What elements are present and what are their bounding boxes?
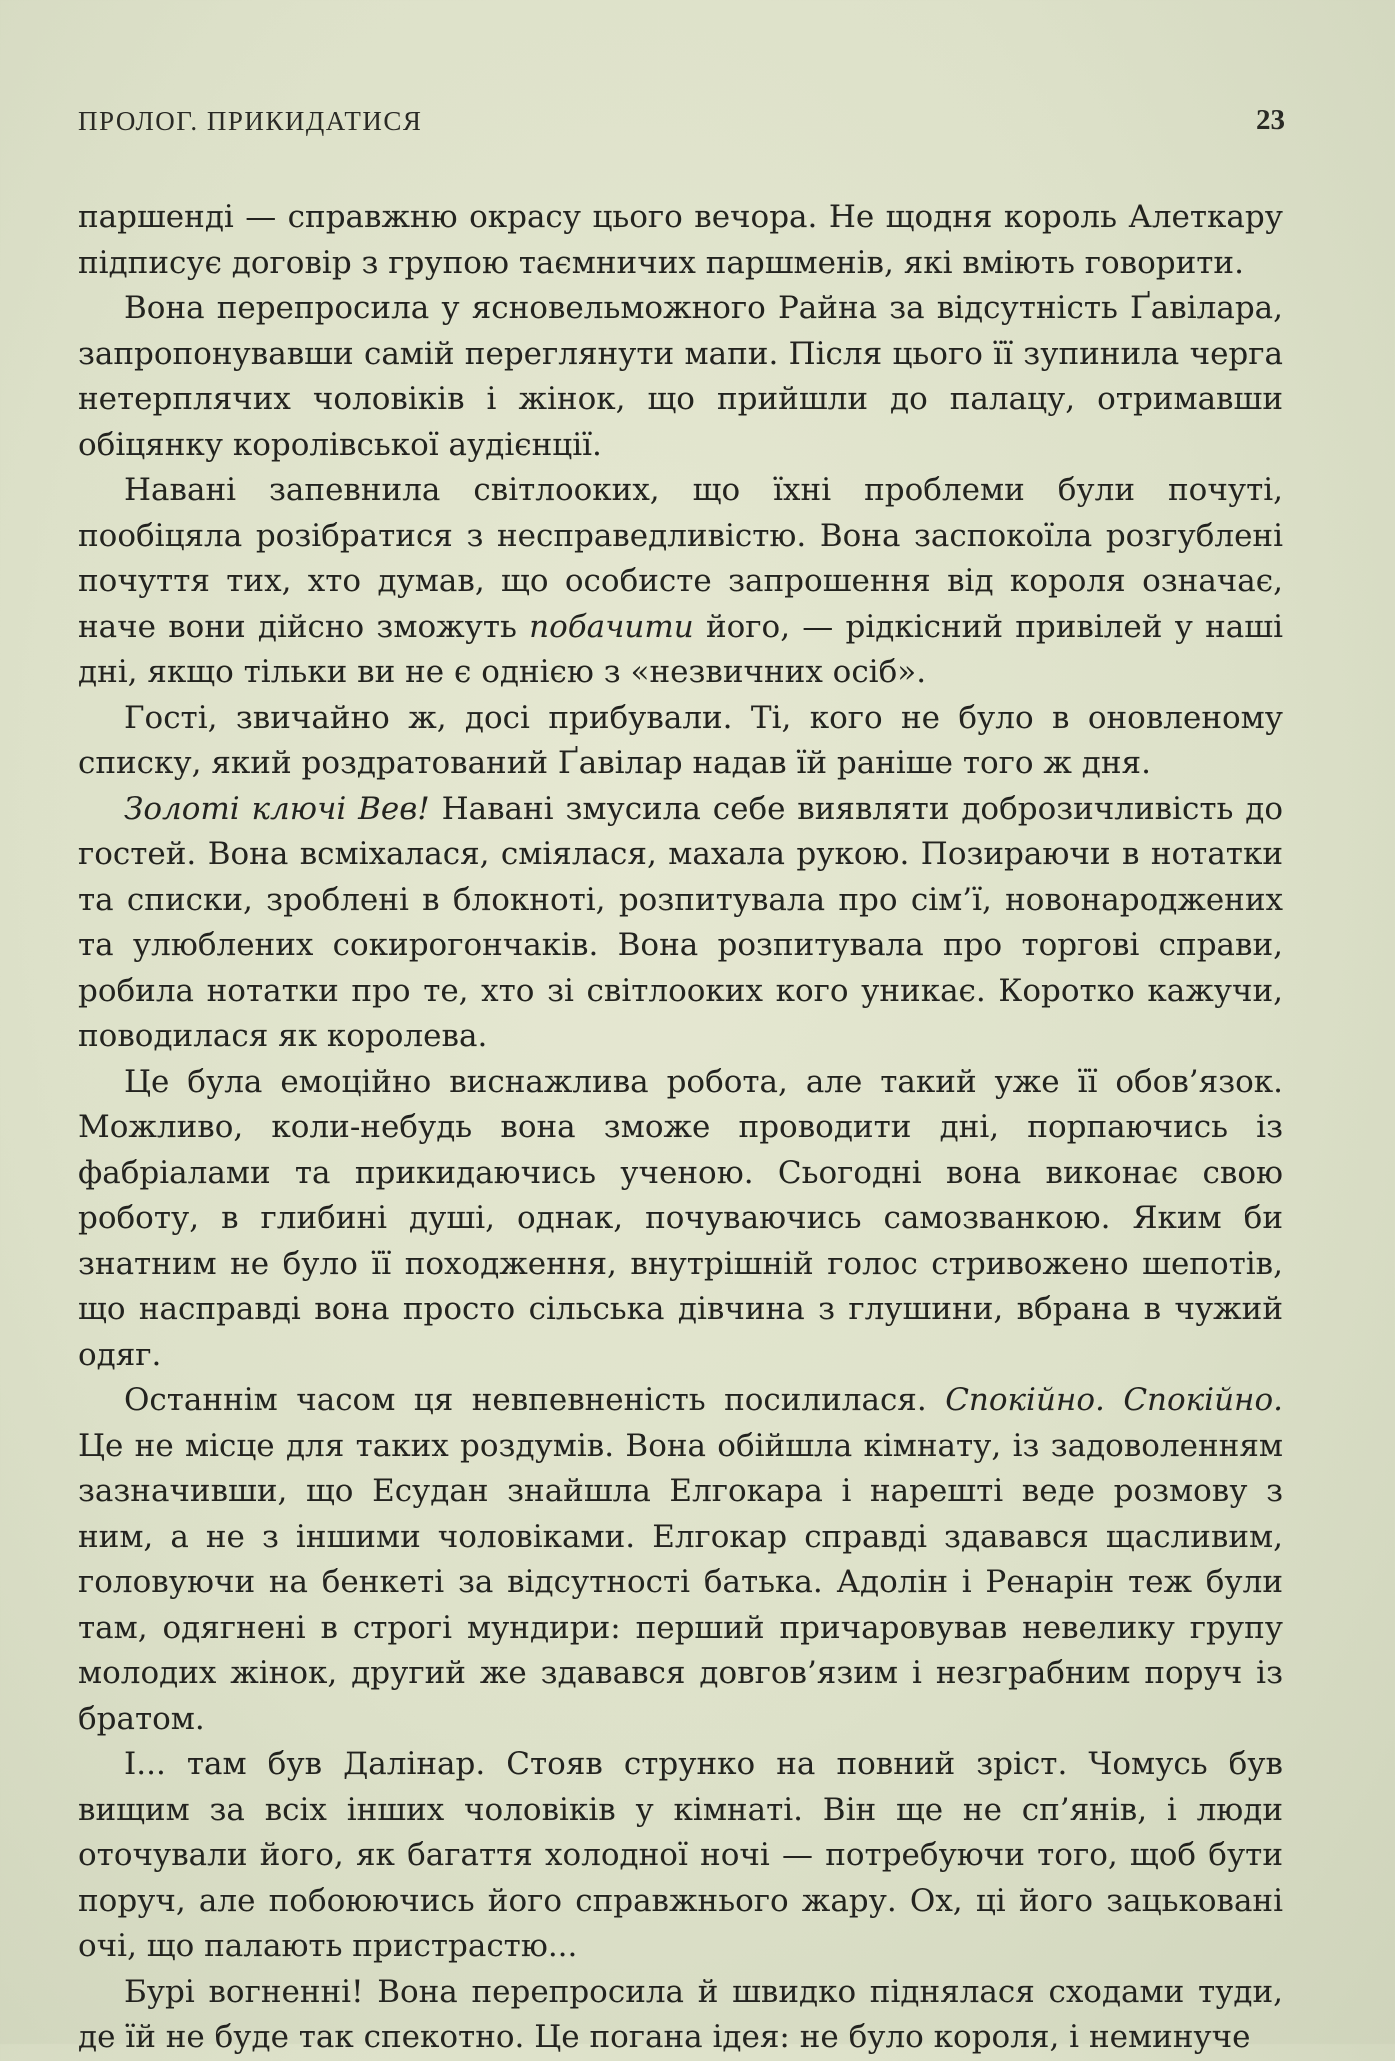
text-run: паршенді — справжню окрасу цього вечора. Не щодня король Алеткару підписує договір з групою таємничих паршменів, які вміють говорити. xyxy=(78,199,1283,281)
body-text xyxy=(78,195,1283,2061)
paragraph xyxy=(78,1060,1283,1379)
text-run: Це була емоційно виснажлива робота, але такий уже її обов’язок. Можливо, коли-небудь вона зможе проводити дні, порпаючись із фабріалами та прикидаючись ученою. Сьогодні вона виконає свою роботу, в глибині душі, однак, почуваючись самозванкою. Яким би знатним не було її походження, внутрішній голос стривожено шепотів, що насправді вона просто сільська дівчина з глушини, вбрана в чужий одяг. xyxy=(78,1063,1283,1373)
paragraph xyxy=(78,195,1283,286)
text-run: Останнім часом ця невпевненість посилилася. xyxy=(124,1382,946,1418)
paragraph xyxy=(78,1742,1283,1970)
paragraph xyxy=(78,1970,1283,2061)
paragraph xyxy=(78,696,1283,787)
text-run: Це не місце для таких роздумів. Вона обійшла кімнату, із задоволенням зазначивши, що Есудан знайшла Елгокара і нарешті веде розмову з ним, а не з іншими чоловіками. Елгокар справді здавався щасливим, головуючи на бенкеті за відсутності батька. Адолін і Ренарін теж були там, одягнені в строгі мундири: перший причаровував невелику групу молодих жінок, другий же здавався довгов’язим і незграбним поруч із братом. xyxy=(78,1427,1283,1737)
text-run: Бурі вогненні! Вона перепросила й швидко піднялася сходами туди, де їй не буде так спекотно. Це погана ідея: не було короля, і неминуче xyxy=(78,1973,1283,2055)
text-run: Вона перепросила у ясновельможного Райна за відсутність Ґавілара, запропонувавши самій переглянути мапи. Після цього її зупинила черга нетерплячих чоловіків і жінок, що прийшли до палацу, отримавши обіцянку королівської аудієнції. xyxy=(78,290,1283,463)
paragraph xyxy=(78,468,1283,696)
paragraph xyxy=(78,286,1283,468)
text-run: Гості, звичайно ж, досі прибували. Ті, кого не було в оновленому списку, який роздратований Ґавілар надав їй раніше того ж дня. xyxy=(78,699,1283,781)
text-run: І... там був Далінар. Стояв струнко на повний зріст. Чомусь був вищим за всіх інших чоловіків у кімнаті. Він ще не сп’янів, і люди оточували його, як багаття холодної ночі — потребуючи того, щоб бути поруч, але побоюючись його справжнього жару. Ох, ці його зацьковані очі, що палають пристрастю... xyxy=(78,1746,1283,1964)
text-run: Навані змусила себе виявляти доброзичливість до гостей. Вона всміхалася, сміялася, махала рукою. Позираючи в нотатки та списки, зроблені в блокноті, розпитувала про сім’ї, новонароджених та улюблених сокирогончаків. Вона розпитувала про торгові справи, робила нотатки про те, хто зі світлооких кого уникає. Коротко кажучи, поводилася як королева. xyxy=(78,790,1283,1054)
italic-text-run: побачити xyxy=(529,608,694,645)
italic-text-run: Золоті ключі Вев! xyxy=(124,790,430,827)
page-number: 23 xyxy=(1256,104,1285,136)
italic-text-run: Спокійно. Спокійно. xyxy=(945,1382,1283,1418)
paragraph xyxy=(78,1378,1283,1742)
running-head-title: ПРОЛОГ. ПРИКИДАТИСЯ xyxy=(78,106,423,136)
text-run: його, — рідкісний привілей у наші дні, якщо тільки ви не є однією з «незвичних осіб». xyxy=(78,608,1283,690)
paragraph xyxy=(78,787,1283,1060)
text-run: Навані запевнила світлооких, що їхні проблеми були почуті, пообіцяла розібратися з несправедливістю. Вона заспокоїла розгублені почуття тих, хто думав, що особисте запрошення від короля означає, наче вони дійсно зможуть xyxy=(78,472,1283,645)
